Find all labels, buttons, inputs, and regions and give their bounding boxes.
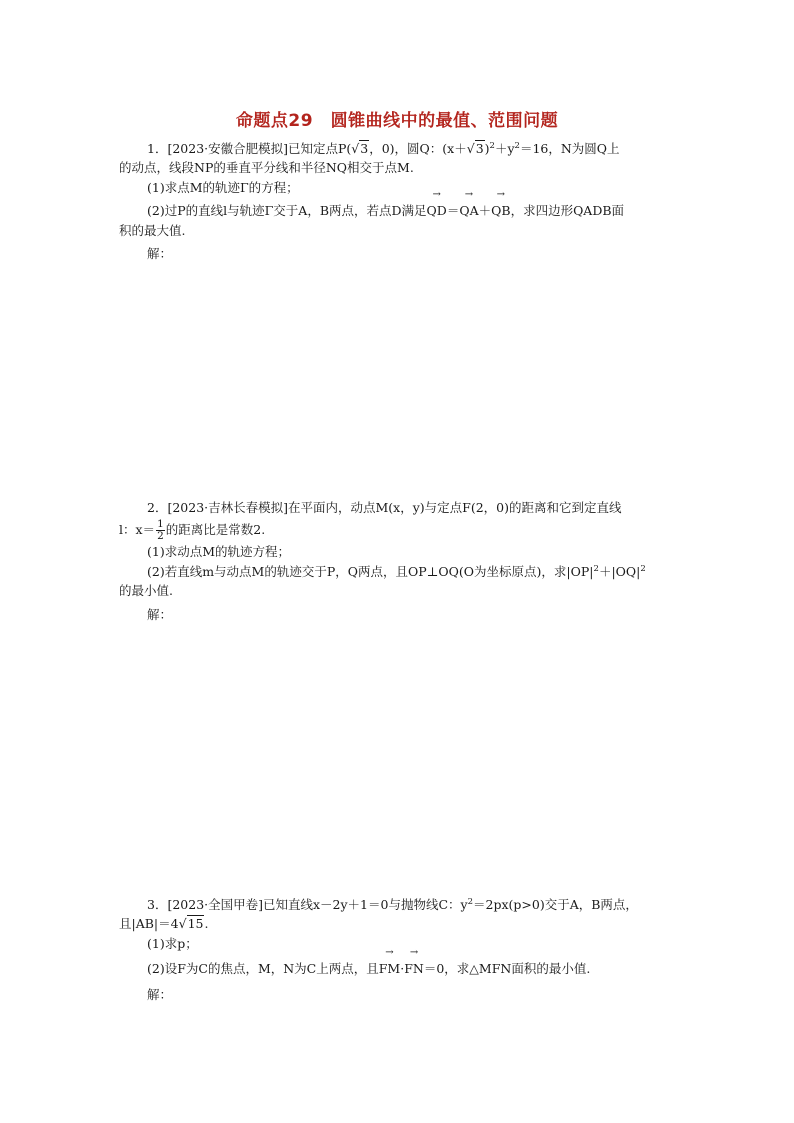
page-title: 命题点29 圆锥曲线中的最值、范围问题 [235, 111, 559, 131]
problem-2-part-2 [119, 562, 675, 581]
problem-1-part-1: (1)求点M的轨迹Γ的方程； [147, 179, 299, 195]
radicand: 15 [187, 916, 204, 932]
vector-qa: → QA [459, 201, 478, 220]
sqrt-symbol: √3 [351, 141, 369, 156]
solution-label: 解： [147, 245, 173, 261]
superscript: 2 [640, 563, 646, 574]
problem-3-line-2 [119, 914, 675, 933]
vector-fn: → FN [404, 959, 424, 978]
problem-2 [119, 498, 675, 624]
problem-2-line-2 [119, 519, 675, 542]
problem-1-line-1 [119, 139, 675, 158]
text: (2)过P的直线l与轨迹Γ交于A，B两点，若点D满足 [147, 203, 427, 219]
problem-3-part-2 [119, 959, 675, 978]
text: 且|AB|＝4 [119, 916, 179, 932]
sqrt-symbol: √15 [178, 916, 204, 932]
radicand: 3 [475, 141, 484, 156]
superscript: 2 [514, 140, 520, 151]
text: . [204, 916, 209, 932]
problem-2-part-2-cont: 的最小值. [119, 583, 173, 599]
sqrt-symbol: √3 [466, 141, 484, 156]
vector-fm: → FM [379, 959, 400, 978]
problem-1-part-2 [119, 201, 675, 220]
text: ，0)，圆Q：(x＋ [369, 141, 467, 156]
problem-2-part-1: (1)求动点M的轨迹方程； [147, 544, 291, 560]
text: ＝2px(p>0)交于A，B两点， [473, 897, 638, 912]
text: ＋y [494, 141, 515, 156]
text: ＋|OQ| [598, 563, 641, 579]
vector-qb: → QB [491, 201, 510, 220]
problem-1-line-2: 的动点，线段NP的垂直平分线和半径NQ相交于点M. [119, 160, 414, 176]
problem-1-part-2-cont: 积的最大值. [119, 222, 186, 238]
text: l：x＝ [119, 522, 156, 538]
fraction [156, 519, 165, 542]
superscript: 2 [593, 563, 599, 574]
vector-qd: → QD [427, 201, 447, 220]
numerator: 1 [157, 518, 164, 531]
problem-2-line-1: 2．[2023·吉林长春模拟]在平面内，动点M(x，y)与定点F(2，0)的距离和它到定直线 [147, 500, 622, 515]
text: · [400, 961, 405, 977]
solution-label: 解： [147, 606, 173, 622]
text: ＋ [478, 203, 492, 219]
text: (2)设F为C的焦点，M，N为C上两点，且 [147, 961, 379, 977]
text: ，求四边形QADB面 [510, 203, 625, 219]
radicand: 3 [360, 141, 369, 156]
text: 3．[2023·全国甲卷]已知直线x－2y＋1＝0与抛物线C：y [147, 897, 468, 912]
text: ＝16，N为圆Q上 [519, 141, 620, 156]
superscript: 2 [489, 140, 495, 151]
text: ＝0，求△MFN面积的最小值. [423, 961, 591, 977]
text: ＝ [446, 203, 460, 219]
superscript: 2 [467, 896, 474, 907]
problem-3-part-1: (1)求p； [147, 935, 198, 951]
solution-label: 解： [147, 986, 173, 1002]
text: ) [484, 141, 490, 156]
denominator: 2 [157, 530, 164, 543]
text: 的距离比是常数2. [165, 522, 266, 538]
problem-1 [119, 139, 675, 263]
text: 1．[2023·安徽合肥模拟]已知定点P( [147, 141, 352, 156]
text: (2)若直线m与动点M的轨迹交于P，Q两点，且OP⊥OQ(O为坐标原点)，求|OP| [147, 563, 594, 579]
problem-3 [119, 895, 675, 1004]
problem-3-line-1 [119, 895, 675, 914]
